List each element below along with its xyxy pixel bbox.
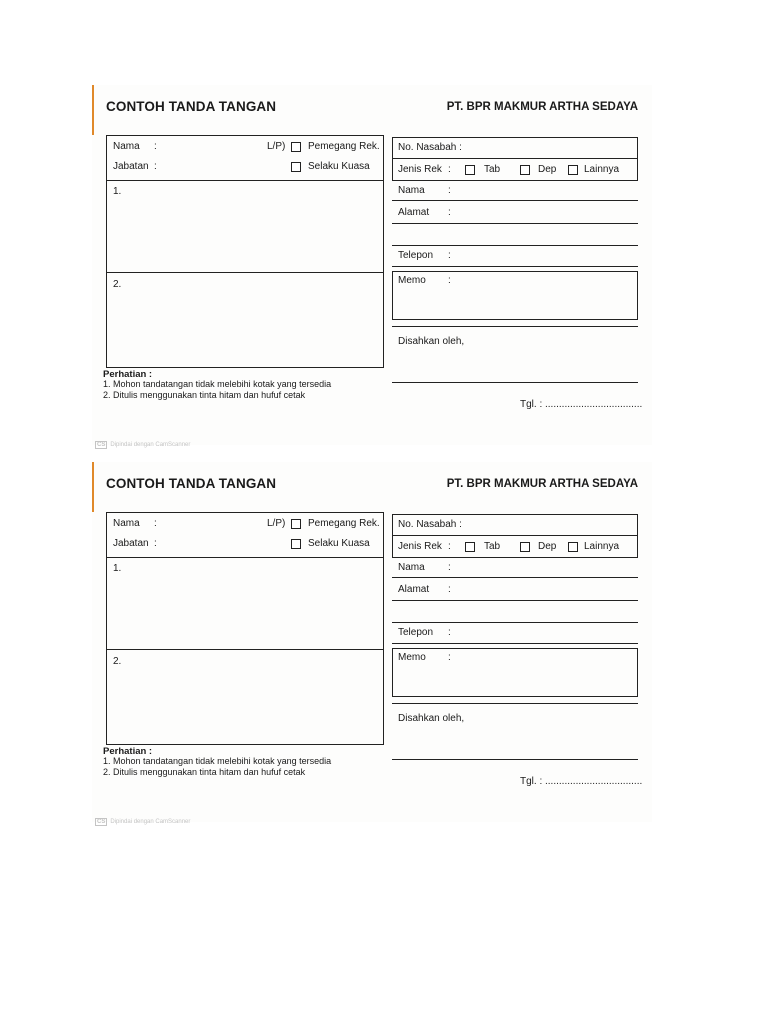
watermark: CS Dipindai dengan CamScanner bbox=[97, 819, 191, 825]
alamat-label: Alamat bbox=[398, 207, 430, 218]
tanggal-label: Tgl. : ................................... bbox=[520, 399, 643, 410]
divider bbox=[393, 535, 637, 536]
nama-label: Nama bbox=[113, 518, 140, 529]
tab-checkbox[interactable] bbox=[465, 165, 475, 175]
selaku-kuasa-label: Selaku Kuasa bbox=[308, 538, 370, 549]
divider bbox=[107, 649, 383, 650]
pemegang-rek-checkbox[interactable] bbox=[291, 519, 301, 529]
tanggal-label: Tgl. : ................................... bbox=[520, 776, 643, 787]
nasabah-label: No. Nasabah : bbox=[398, 142, 462, 153]
signature-1-label: 1. bbox=[113, 563, 122, 574]
memo-underline bbox=[392, 326, 638, 327]
alamat-line bbox=[392, 223, 638, 224]
memo-underline bbox=[392, 703, 638, 704]
memo-box bbox=[392, 648, 638, 697]
company-name: PT. BPR MAKMUR ARTHA SEDAYA bbox=[446, 101, 638, 113]
alamat-line-2 bbox=[392, 245, 638, 246]
dep-label: Dep bbox=[538, 541, 557, 552]
alamat-line bbox=[392, 600, 638, 601]
note-item: 1. Mohon tandatangan tidak melebihi kotak yang tersedia bbox=[103, 756, 332, 766]
nama-line bbox=[392, 577, 638, 578]
signature-box bbox=[106, 512, 384, 745]
signature-line bbox=[392, 382, 638, 383]
pemegang-rek-label: Pemegang Rek. bbox=[308, 141, 380, 152]
telepon-label: Telepon bbox=[398, 250, 434, 261]
selaku-kuasa-label: Selaku Kuasa bbox=[308, 161, 370, 172]
alamat-label: Alamat bbox=[398, 584, 430, 595]
accent-bar bbox=[92, 85, 94, 135]
jabatan-colon: : bbox=[154, 161, 157, 172]
tab-label: Tab bbox=[484, 541, 501, 552]
dep-checkbox[interactable] bbox=[520, 542, 530, 552]
signature-form-1 bbox=[92, 85, 652, 448]
signature-2-label: 2. bbox=[113, 279, 122, 290]
memo-label: Memo bbox=[398, 652, 426, 663]
form-title: CONTOH TANDA TANGAN bbox=[106, 476, 277, 491]
divider bbox=[107, 180, 383, 181]
jabatan-label: Jabatan bbox=[113, 161, 149, 172]
nama-label: Nama bbox=[113, 141, 140, 152]
pemegang-rek-label: Pemegang Rek. bbox=[308, 518, 380, 529]
nama-field-label: Nama bbox=[398, 562, 425, 573]
notes-title: Perhatian : bbox=[103, 746, 153, 757]
memo-box bbox=[392, 271, 638, 320]
lainnya-checkbox[interactable] bbox=[568, 542, 578, 552]
nama-colon: : bbox=[154, 141, 157, 152]
signature-form-2 bbox=[92, 462, 652, 825]
selaku-kuasa-checkbox[interactable] bbox=[291, 539, 301, 549]
signature-line bbox=[392, 759, 638, 760]
disahkan-label: Disahkan oleh, bbox=[398, 336, 465, 347]
nasabah-label: No. Nasabah : bbox=[398, 519, 462, 530]
memo-label: Memo bbox=[398, 275, 426, 286]
memo-colon: : bbox=[448, 275, 451, 286]
jenis-rek-colon: : bbox=[448, 164, 451, 175]
nama-field-colon: : bbox=[448, 562, 451, 573]
nama-line bbox=[392, 200, 638, 201]
telepon-colon: : bbox=[448, 250, 451, 261]
signature-box bbox=[106, 135, 384, 368]
jenis-rek-label: Jenis Rek bbox=[398, 541, 442, 552]
notes-title: Perhatian : bbox=[103, 369, 153, 380]
jenis-rek-colon: : bbox=[448, 541, 451, 552]
dep-label: Dep bbox=[538, 164, 557, 175]
signature-1-label: 1. bbox=[113, 186, 122, 197]
memo-colon: : bbox=[448, 652, 451, 663]
telepon-colon: : bbox=[448, 627, 451, 638]
camscanner-logo: CS bbox=[97, 819, 106, 825]
watermark: CS Dipindai dengan CamScanner bbox=[97, 442, 191, 448]
accent-bar bbox=[92, 462, 94, 512]
jabatan-label: Jabatan bbox=[113, 538, 149, 549]
dep-checkbox[interactable] bbox=[520, 165, 530, 175]
signature-2-label: 2. bbox=[113, 656, 122, 667]
form-title: CONTOH TANDA TANGAN bbox=[106, 99, 277, 114]
lainnya-checkbox[interactable] bbox=[568, 165, 578, 175]
alamat-colon: : bbox=[448, 207, 451, 218]
telepon-line bbox=[392, 643, 638, 644]
divider bbox=[393, 158, 637, 159]
jabatan-colon: : bbox=[154, 538, 157, 549]
lp-label: L/P) bbox=[267, 141, 286, 152]
telepon-line bbox=[392, 266, 638, 267]
jenis-rek-label: Jenis Rek bbox=[398, 164, 442, 175]
company-name: PT. BPR MAKMUR ARTHA SEDAYA bbox=[446, 478, 638, 490]
divider bbox=[107, 557, 383, 558]
nama-field-label: Nama bbox=[398, 185, 425, 196]
disahkan-label: Disahkan oleh, bbox=[398, 713, 465, 724]
note-item: 1. Mohon tandatangan tidak melebihi kotak yang tersedia bbox=[103, 379, 332, 389]
nama-colon: : bbox=[154, 518, 157, 529]
telepon-label: Telepon bbox=[398, 627, 434, 638]
lainnya-label: Lainnya bbox=[584, 164, 620, 175]
alamat-line-2 bbox=[392, 622, 638, 623]
alamat-colon: : bbox=[448, 584, 451, 595]
divider bbox=[107, 272, 383, 273]
nama-field-colon: : bbox=[448, 185, 451, 196]
lainnya-label: Lainnya bbox=[584, 541, 620, 552]
note-item: 2. Ditulis menggunakan tinta hitam dan hufuf cetak bbox=[103, 767, 306, 777]
tab-checkbox[interactable] bbox=[465, 542, 475, 552]
lp-label: L/P) bbox=[267, 518, 286, 529]
note-item: 2. Ditulis menggunakan tinta hitam dan hufuf cetak bbox=[103, 390, 306, 400]
camscanner-logo: CS bbox=[97, 442, 106, 448]
selaku-kuasa-checkbox[interactable] bbox=[291, 162, 301, 172]
tab-label: Tab bbox=[484, 164, 501, 175]
pemegang-rek-checkbox[interactable] bbox=[291, 142, 301, 152]
